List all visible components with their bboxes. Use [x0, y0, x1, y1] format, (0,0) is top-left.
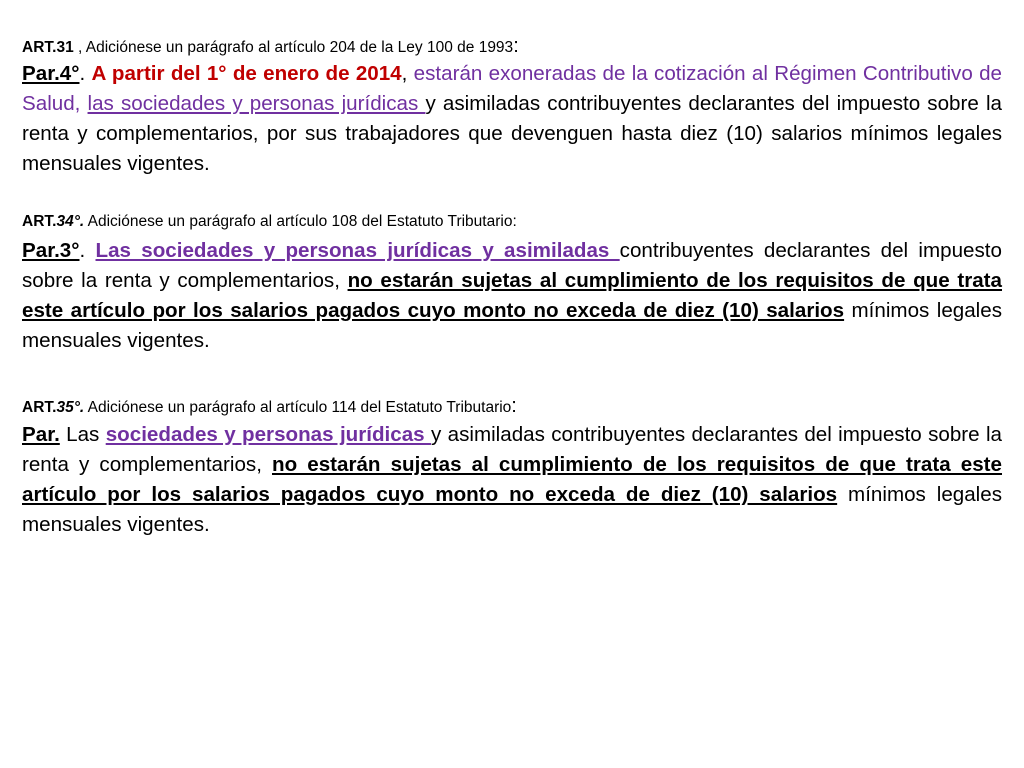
art34-plain-text-2: mínimos legales mensuales vigentes. [22, 299, 1003, 352]
art34-dot: . [79, 239, 96, 262]
art31-par-label: Par.4° [22, 62, 80, 85]
art35-bold-underlined: no estarán sujetas al cumplimiento de los requisitos de que trata este artículo por los salarios pagados cuyo monto no exceda de diez (10) salarios [22, 453, 1002, 506]
art35-heading [22, 396, 1002, 418]
art31-heading-label: ART.31 [22, 39, 74, 56]
art35-purple-underlined: sociedades y personas jurídicas [105, 423, 431, 446]
art31-purple-text: estarán exoneradas de la cotización al Régimen Contributivo de Salud, [22, 62, 1002, 115]
art35-heading-label: ART. [22, 399, 57, 416]
art35-heading-colon: : [511, 395, 517, 417]
art31-heading [22, 36, 1002, 58]
art34-par-label: Par.3° [22, 239, 80, 262]
art34-heading-num: 34°. [56, 213, 85, 230]
art31-dot: . [79, 62, 92, 85]
art31-paragraph [22, 59, 1002, 179]
art35-plain-text-2: mínimos legales mensuales vigentes. [22, 483, 1003, 536]
art35-plain-text-1: y asimiladas contribuyentes declarantes del impuesto sobre la renta y complementarios, [22, 423, 1002, 476]
art35-paragraph [22, 420, 1002, 540]
art34-plain-text-1: contribuyentes declarantes del impuesto sobre la renta y complementarios, [22, 239, 1002, 292]
art34-paragraph [22, 236, 1002, 356]
art34-heading [22, 212, 1002, 232]
art34-heading-label: ART. [22, 213, 57, 230]
art31-rest-text: y asimiladas contribuyentes declarantes del impuesto sobre la renta y complementarios, por sus trabajadores que devenguen hasta diez (10) salarios mínimos legales mensuales vigentes. [22, 92, 1002, 175]
art31-underlined-text: las sociedades y personas jurídicas [87, 92, 426, 115]
art34-heading-text: Adiciónese un parágrafo al artículo 108 del Estatuto Tributario: [84, 213, 517, 230]
art34-bold-underlined: no estarán sujetas al cumplimiento de los requisitos de que trata este artículo por los salarios pagados cuyo monto no exceda de diez (10) salarios [22, 269, 1002, 322]
art34-purple-underlined: Las sociedades y personas jurídicas y asimiladas [95, 239, 620, 262]
art35-plain-text-0: Las [59, 423, 106, 446]
art35-heading-text: Adiciónese un parágrafo al artículo 114 del Estatuto Tributario [84, 399, 512, 416]
art35-par-label: Par. [22, 423, 60, 446]
art31-heading-colon: : [513, 35, 519, 57]
art31-heading-text: , Adiciónese un parágrafo al artículo 204 de la Ley 100 de 1993 [73, 39, 514, 56]
art31-red-text: A partir del 1° de enero de 2014 [91, 62, 402, 85]
art31-comma: , [401, 62, 414, 85]
art35-heading-num: 35°. [56, 399, 85, 416]
